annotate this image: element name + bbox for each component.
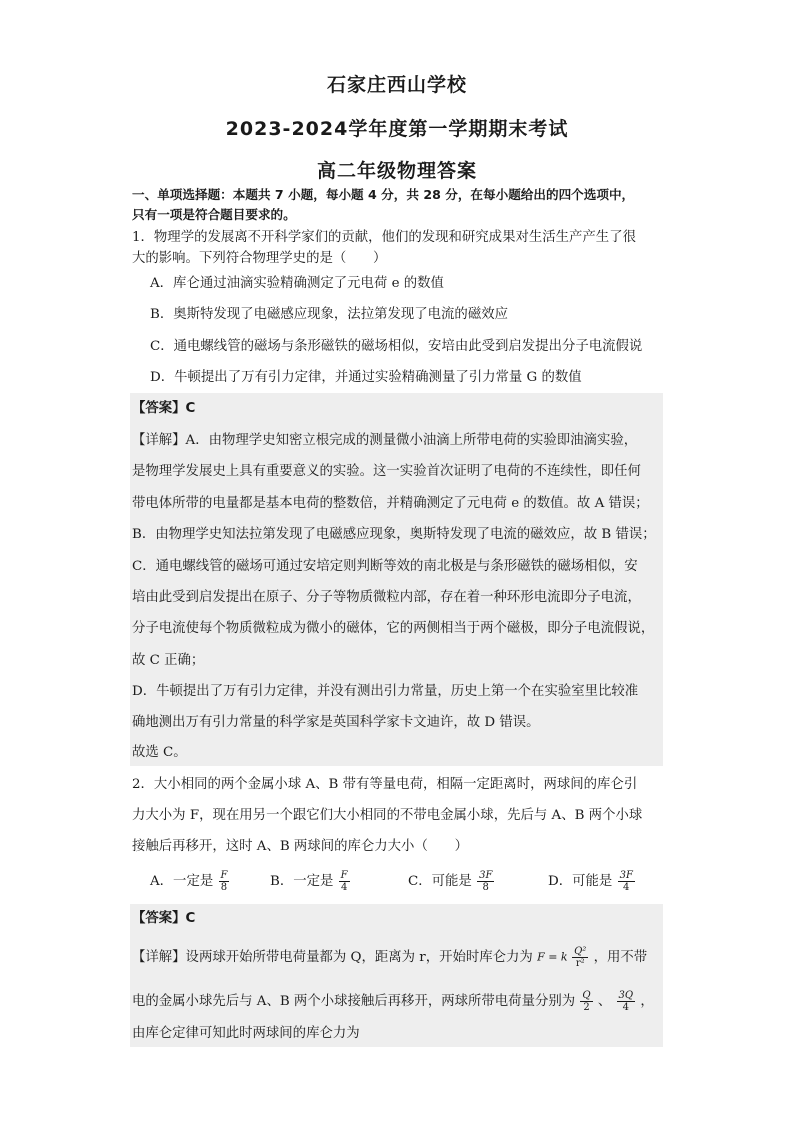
fraction-denominator: 4 xyxy=(340,882,348,893)
exam-title: 2023-2024学年度第一学期期末考试 xyxy=(225,118,569,140)
coulomb-formula xyxy=(537,946,589,969)
q2-option-d-label: D．可能是 xyxy=(548,874,613,889)
q2-stem-line2: 力大小为 F，现在用另一个跟它们大小相同的不带电金属小球，先后与 A、B 两个小球 xyxy=(132,808,643,823)
fraction-denominator: 2 xyxy=(583,1002,590,1013)
q1-detail-line: B．由物理学史知法拉第发现了电磁感应现象，奥斯特发现了电流的磁效应，故 B 错误； xyxy=(132,527,656,542)
fraction-denominator: 8 xyxy=(220,882,228,893)
q2-detail-text: ， xyxy=(640,994,654,1009)
formula-fraction xyxy=(572,946,588,969)
q1-detail-line: 【详解】A．由物理学史知密立根完成的测量微小油滴上所带电荷的实验即油滴实验， xyxy=(132,433,638,448)
formula-lhs: F = k xyxy=(537,950,568,964)
q2-stem-line1: 2．大小相同的两个金属小球 A、B 带有等量电荷，相隔一定距离时，两球间的库仑引 xyxy=(132,777,638,792)
fraction-numerator: F xyxy=(340,870,348,881)
fraction-denominator: 4 xyxy=(623,882,630,893)
fraction-denominator: 4 xyxy=(622,1002,629,1013)
q2-option-a-label: A．一定是 xyxy=(150,874,214,889)
q2-detail-text: 电的金属小球先后与 A、B 两个小球接触后再移开，两球所带电荷量分别为 xyxy=(132,994,576,1009)
q2-stem-line3: 接触后再移开，这时 A、B 两球间的库仑力大小（ ） xyxy=(132,839,469,854)
q2-detail-line3: 由库仑定律可知此时两球间的库仑力为 xyxy=(132,1026,360,1041)
q1-detail-line: 带电体所带的电量都是基本电荷的整数倍，并精确测定了元电荷 e 的数值。故 A 错误； xyxy=(132,496,649,511)
q1-option-b: B．奥斯特发现了电磁感应现象，法拉第发现了电流的磁效应 xyxy=(150,307,508,322)
fraction-denominator: 8 xyxy=(482,882,489,893)
q2-detail-line2 xyxy=(132,990,654,1013)
q2-option-a xyxy=(150,870,230,893)
subject-title: 高二年级物理答案 xyxy=(316,160,477,182)
q1-option-a: A．库仑通过油滴实验精确测定了元电荷 e 的数值 xyxy=(150,276,444,291)
fraction-numerator: 3F xyxy=(619,870,633,881)
charge-fraction-1 xyxy=(580,990,592,1013)
school-title: 石家庄西山学校 xyxy=(326,74,467,96)
q2-option-c-fraction xyxy=(477,870,494,893)
q2-option-b-label: B．一定是 xyxy=(270,874,334,889)
q2-detail-text: 【详解】设两球开始所带电荷量都为 Q，距离为 r，开始时库仑力为 xyxy=(132,950,533,965)
q2-option-c xyxy=(408,870,495,893)
q2-detail-line1 xyxy=(132,946,647,969)
q2-option-b xyxy=(270,870,351,893)
q1-detail-line: 培由此受到启发提出在原子、分子等物质微粒内部，存在着一种环形电流即分子电流， xyxy=(132,590,641,605)
q1-stem-line1: 1．物理学的发展离不开科学家们的贡献，他们的发现和研究成果对生活生产产生了很 xyxy=(132,230,636,245)
fraction-numerator: 3Q xyxy=(618,990,634,1001)
q1-detail-line: 故选 C。 xyxy=(132,745,187,760)
q1-detail-line: C．通电螺线管的磁场可通过安培定则判断等效的南北极是与条形磁铁的磁场相似，安 xyxy=(132,559,638,574)
q2-option-d xyxy=(548,870,636,893)
q1-detail-line: 故 C 正确； xyxy=(132,653,205,668)
q1-option-d: D．牛顿提出了万有引力定律，并通过实验精确测量了引力常量 G 的数值 xyxy=(150,370,582,385)
section-heading-line2: 只有一项是符合题目要求的。 xyxy=(132,207,296,222)
q1-detail-line: 确地测出万有引力常量的科学家是英国科学家卡文迪许，故 D 错误。 xyxy=(132,715,540,730)
charge-fraction-2 xyxy=(617,990,636,1013)
q2-detail-separator: 、 xyxy=(597,994,612,1009)
q2-option-a-fraction xyxy=(219,870,230,893)
q2-option-d-fraction xyxy=(618,870,635,893)
q2-answer: 【答案】C xyxy=(132,911,196,926)
q1-detail-line: D．牛顿提出了万有引力定律，并没有测出引力常量，历史上第一个在实验室里比较准 xyxy=(132,684,639,699)
fraction-numerator: 3F xyxy=(479,870,493,881)
section-heading-line1: 一、单项选择题：本题共 7 小题，每小题 4 分，共 28 分，在每小题给出的四个选项中， xyxy=(132,187,635,202)
q1-detail-line: 分子电流使每个物质微粒成为微小的磁体，它的两侧相当于两个磁极，即分子电流假说， xyxy=(132,621,655,636)
q2-detail-text: ，用不带 xyxy=(593,950,648,965)
q1-option-c: C．通电螺线管的磁场与条形磁铁的磁场相似，安培由此受到启发提出分子电流假说 xyxy=(150,339,643,354)
q2-option-b-fraction xyxy=(339,870,350,893)
fraction-numerator: Q² xyxy=(574,946,587,957)
q1-detail-line: 是物理学发展史上具有重要意义的实验。这一实验首次证明了电荷的不连续性，即任何 xyxy=(132,464,641,479)
fraction-denominator: r² xyxy=(575,958,585,969)
q1-stem-line2: 大的影响。下列符合物理学史的是（ ） xyxy=(132,251,387,266)
q2-option-c-label: C．可能是 xyxy=(408,874,472,889)
q1-answer: 【答案】C xyxy=(132,401,196,416)
fraction-numerator: F xyxy=(220,870,228,881)
fraction-numerator: Q xyxy=(582,990,591,1001)
